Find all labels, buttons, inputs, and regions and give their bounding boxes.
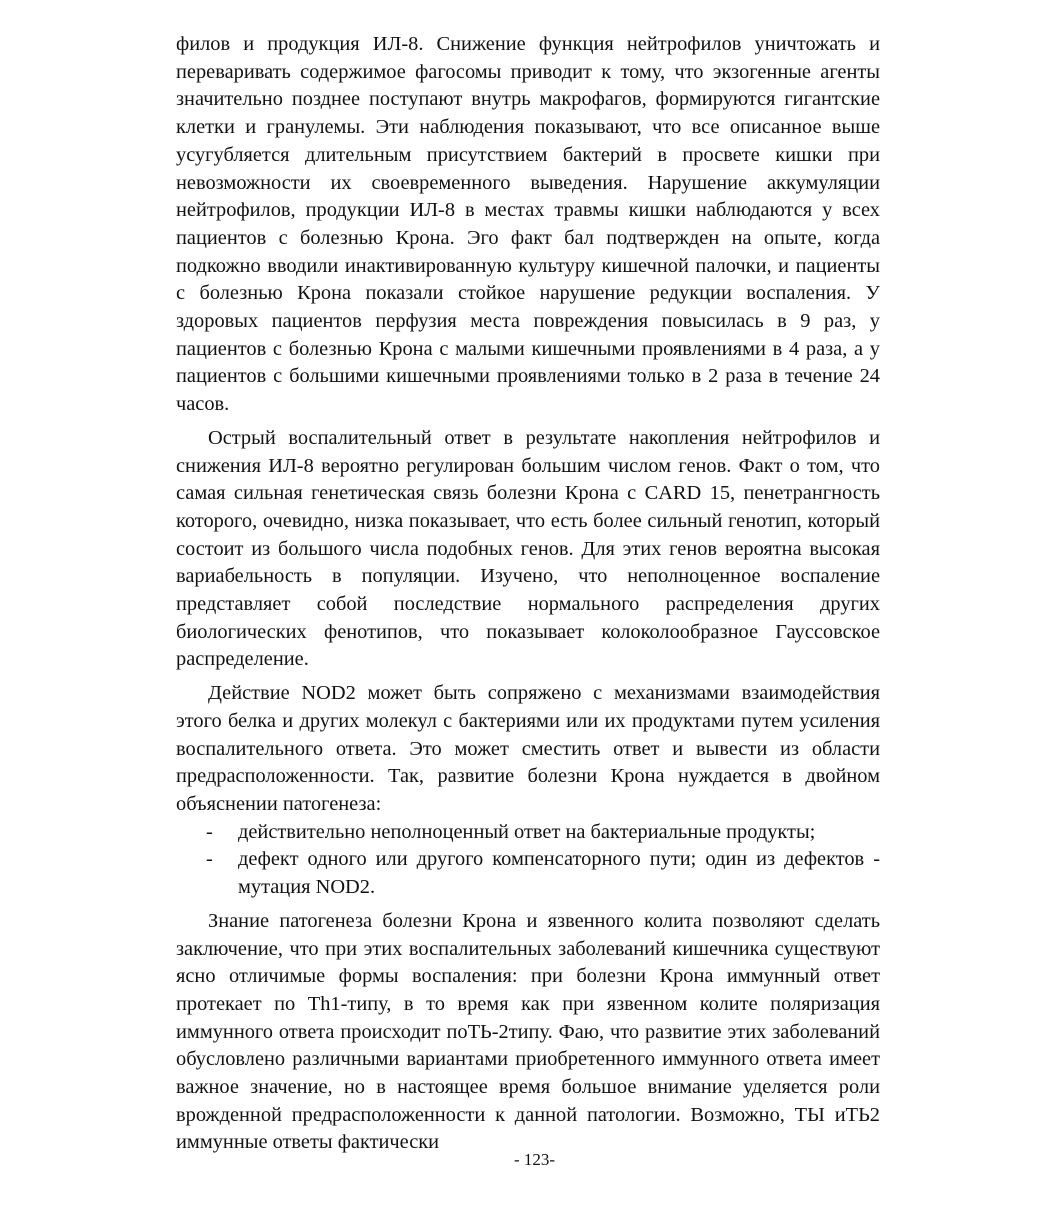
list-item-text: дефект одного или другого компенсаторного пути; один из дефектов - мутация NOD2. — [238, 848, 880, 899]
paragraph-1: филов и продукция ИЛ-8. Снижение функция нейтрофилов уничтожать и переваривать содержимое фагосомы приводит к тому, что экзогенные агенты значительно позднее поступают внутрь макрофагов, формируются гигантские клетки и гранулемы. Эти наблюдения показывают, что все описанное выше усугубляется длительным присутствием бактерий в просвете кишки при невозможности их своевременного выведения. Нарушение аккумуляции нейтрофилов, продукции ИЛ-8 в местах травмы кишки наблюдаются у всех пациентов с болезнью Крона. Эго факт бал подтвержден на опыте, когда подкожно вводили инактивированную культуру кишечной палочки, и пациенты с болезнью Крона показали стойкое нарушение редукции воспаления. У здоровых пациентов перфузия места повреждения повысилась в 9 раз, у пациентов с болезнью Крона с малыми кишечными проявлениями в 4 раза, а у пациентов с большими кишечными проявлениями только в 2 раза в течение 24 часов. — [176, 33, 880, 416]
page-number: - 123- — [513, 1150, 556, 1169]
paragraph-2: Острый воспалительный ответ в результате накопления нейтрофилов и снижения ИЛ-8 вероятно регулирован большим числом генов. Факт о том, что самая сильная генетическая связь болезни Крона с CARD 15, пенетрангность которого, очевидно, низка показывает, что есть более сильный генотип, который состоит из большого числа подобных генов. Для этих генов вероятна высокая вариабельность в популяции. Изучено, что неполноценное воспаление представляет собой последствие нормального распределения других биологических фенотипов, что показывает колоколообразное Гауссовское распределение. — [176, 426, 880, 671]
list-dash: - — [206, 820, 213, 843]
paragraph-4: Знание патогенеза болезни Крона и язвенного колита позволяют сделать заключение, что при этих воспалительных заболеваний кишечника существуют ясно отличимые формы воспаления: при болезни Крона иммунный ответ протекает по Th1-типу, в то время как при язвенном колите поляризация иммунного ответа происходит поТЬ-2типу. Фаю, что развитие этих заболеваний обусловлено различными вариантами приобретенного иммунного ответа имеет важное значение, но в настоящее время большое внимание уделяется роли врожденной предрасположенности к данной патологии. Возможно, ТЫ иТЬ2 иммунные ответы фактически — [176, 909, 880, 1154]
paragraph-3: Действие NOD2 может быть сопряжено с механизмами взаимодействия этого белка и других молекул с бактериями или их продуктами путем усиления воспалительного ответа. Это может сместить ответ и вывести из области предрасположенности. Так, развитие болезни Крона нуждается в двойном объяснении патогенеза: — [176, 682, 880, 815]
list-item — [176, 819, 880, 847]
dash-list — [176, 819, 880, 902]
list-item — [176, 846, 880, 901]
page-text — [176, 31, 880, 1157]
list-item-text: действительно неполноценный ответ на бактериальные продукты; — [238, 820, 816, 843]
list-dash: - — [206, 848, 213, 871]
